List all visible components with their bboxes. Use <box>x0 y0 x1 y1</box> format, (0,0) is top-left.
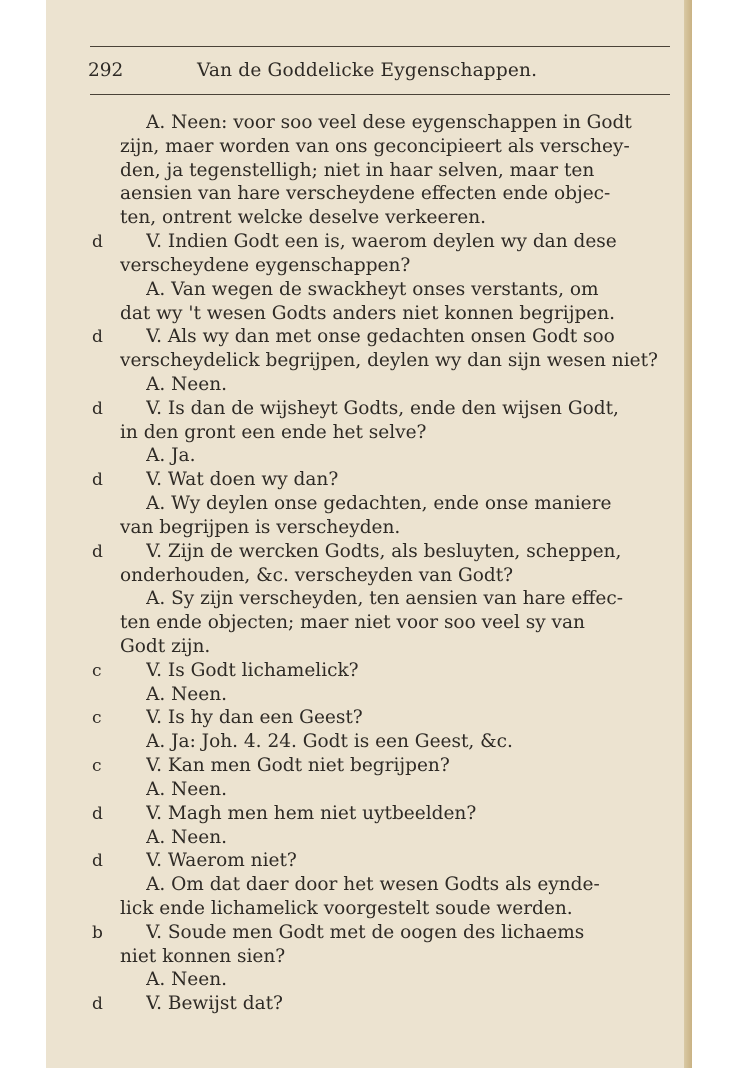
text-line: A. Neen. <box>146 374 228 395</box>
header-bottom-rule <box>90 94 670 95</box>
text-line: ten ende objecten; maer niet voor soo veel sy van <box>120 612 585 633</box>
text-line: niet konnen sien? <box>120 946 286 967</box>
margin-mark: d <box>92 804 103 824</box>
text-line: Godt zijn. <box>120 636 211 657</box>
text-line: van begrijpen is verscheyden. <box>120 517 401 538</box>
text-line: A. Ja. <box>146 445 196 466</box>
text-line: A. Van wegen de swackheyt onses verstants, om <box>146 279 599 300</box>
text-line: A. Om dat daer door het wesen Godts als eynde- <box>146 874 600 895</box>
margin-mark: c <box>92 661 102 681</box>
margin-mark: c <box>92 756 102 776</box>
text-line: verscheydelick begrijpen, deylen wy dan sijn wesen niet? <box>120 350 658 371</box>
text-line: A. Neen. <box>146 827 228 848</box>
text-line: V. Indien Godt een is, waerom deylen wy dan dese <box>146 231 617 252</box>
text-line: V. Kan men Godt niet begrijpen? <box>146 755 450 776</box>
margin-mark: d <box>92 542 103 562</box>
text-line: zijn, maer worden van ons geconcipieert als verschey- <box>120 136 630 157</box>
text-line: V. Magh men hem niet uytbeelden? <box>146 803 477 824</box>
margin-mark: d <box>92 232 103 252</box>
page-edge-shadow <box>684 0 692 1068</box>
text-line: A. Wy deylen onse gedachten, ende onse maniere <box>146 493 612 514</box>
text-line: V. Waerom niet? <box>146 850 297 871</box>
header-top-rule <box>90 46 670 47</box>
text-line: A. Neen. <box>146 684 228 705</box>
text-line: V. Als wy dan met onse gedachten onsen Godt soo <box>146 326 615 347</box>
text-line: aensien van hare verscheydene effecten ende objec- <box>120 183 611 204</box>
text-line: lick ende lichamelick voorgestelt soude werden. <box>120 898 573 919</box>
text-line: A. Neen. <box>146 779 228 800</box>
margin-mark: d <box>92 470 103 490</box>
text-line: in den gront een ende het selve? <box>120 422 427 443</box>
margin-mark: d <box>92 399 103 419</box>
text-line: A. Neen: voor soo veel dese eygenschappen in Godt <box>146 112 632 133</box>
text-line: onderhouden, &c. verscheyden van Godt? <box>120 565 514 586</box>
text-line: V. Bewijst dat? <box>146 993 283 1014</box>
text-line: V. Wat doen wy dan? <box>146 469 339 490</box>
text-line: den, ja tegenstelligh; niet in haar selven, maar ten <box>120 160 595 181</box>
text-line: verscheydene eygenschappen? <box>120 255 411 276</box>
margin-mark: d <box>92 851 103 871</box>
text-line: V. Zijn de wercken Godts, als besluyten, scheppen, <box>146 541 622 562</box>
text-line: V. Is dan de wijsheyt Godts, ende den wijsen Godt, <box>146 398 619 419</box>
text-line: V. Is Godt lichamelick? <box>146 660 359 681</box>
margin-mark: b <box>92 923 103 943</box>
margin-mark: d <box>92 327 103 347</box>
page-header <box>88 60 672 86</box>
text-line: A. Ja: Joh. 4. 24. Godt is een Geest, &c. <box>146 731 513 752</box>
margin-mark: c <box>92 708 102 728</box>
text-line: ten, ontrent welcke deselve verkeeren. <box>120 207 487 228</box>
page-number: 292 <box>88 60 124 81</box>
text-line: A. Sy zijn verscheyden, ten aensien van hare effec- <box>146 588 623 609</box>
running-title: Van de Goddelicke Eygenschappen. <box>197 60 538 81</box>
text-line: dat wy 't wesen Godts anders niet konnen begrijpen. <box>120 303 616 324</box>
text-line: V. Soude men Godt met de oogen des lichaems <box>146 922 585 943</box>
text-line: V. Is hy dan een Geest? <box>146 707 363 728</box>
margin-mark: d <box>92 994 103 1014</box>
text-line: A. Neen. <box>146 969 228 990</box>
